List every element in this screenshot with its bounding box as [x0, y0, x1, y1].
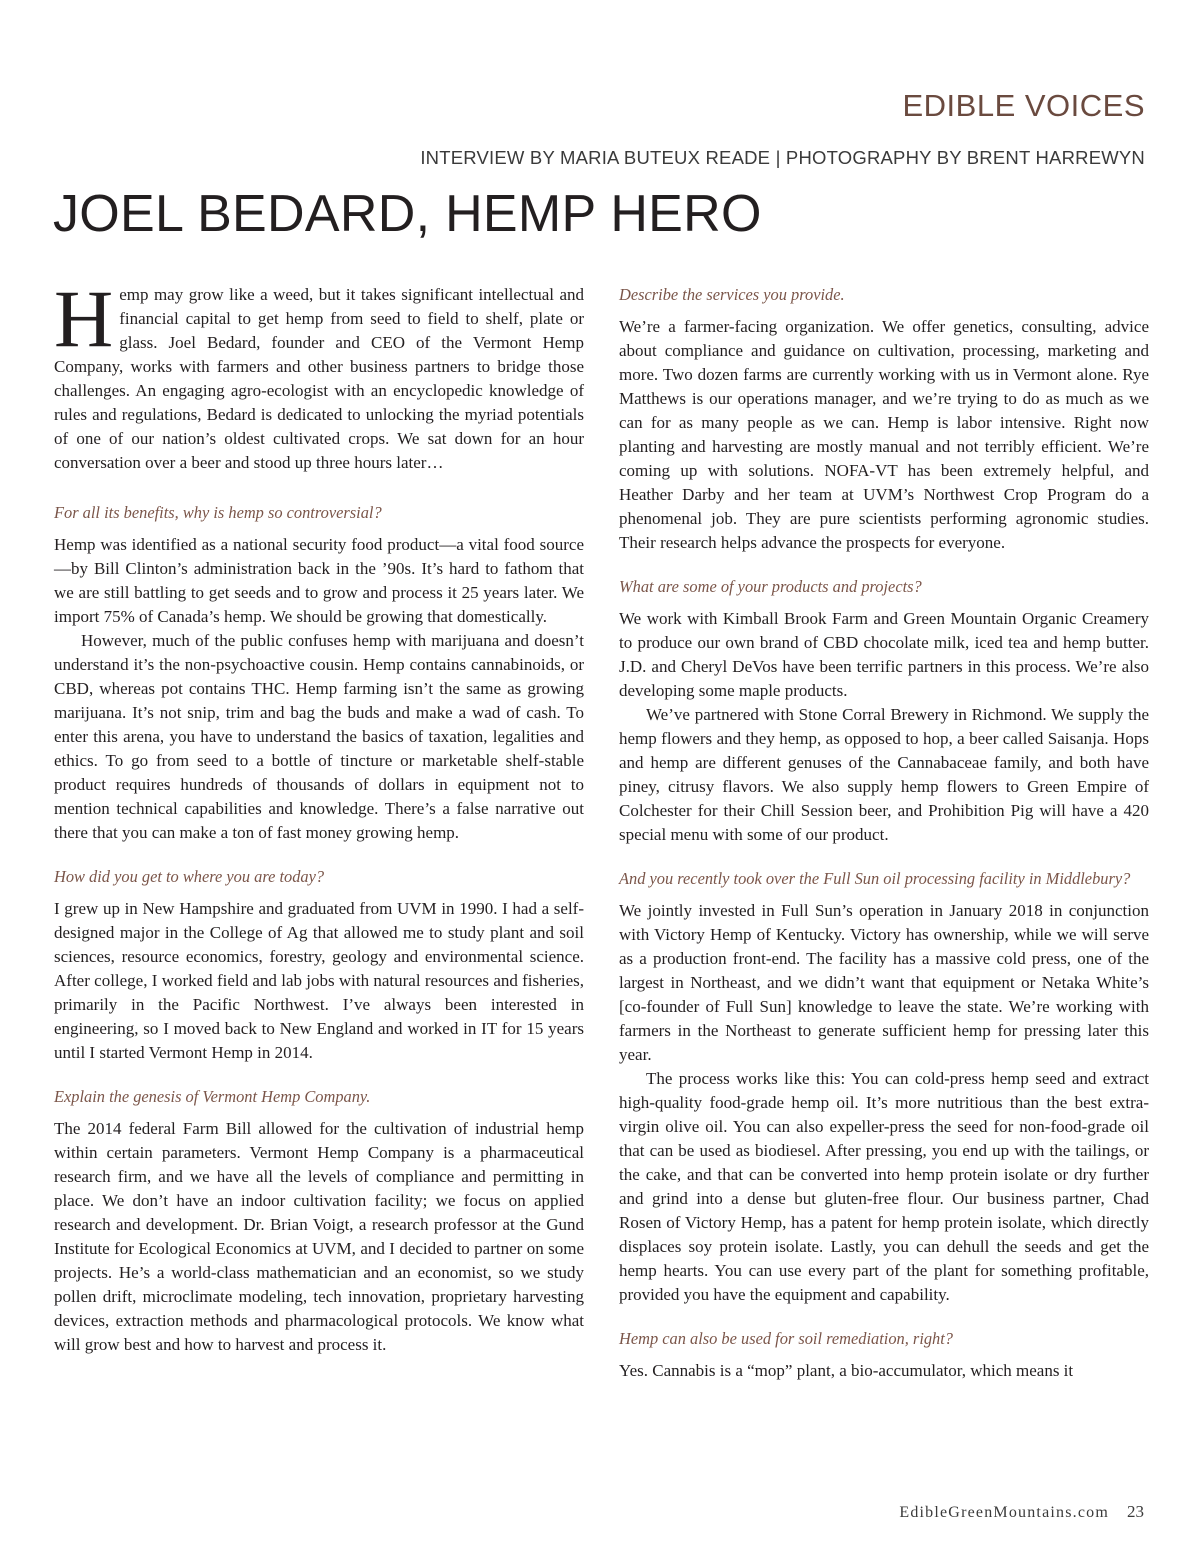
intro-text: emp may grow like a weed, but it takes significant intellectual and financial capital to get hemp from seed to field to shelf, plate or glass. Joel Bedard, founder and CEO of the Vermont Hemp Company, works with farmers and other business partners to bridge those challenges. An engaging agro-ecologist with an encyclopedic knowledge of rules and regulations, Bedard is dedicated to unlocking the myriad potentials of one of our nation’s oldest cultivated crops. We sat down for an hour conversation over a beer and stood up three hours later…	[54, 285, 584, 472]
answer-paragraph: However, much of the public confuses hemp with marijuana and doesn’t understand it’s the non-psychoactive cousin. Hemp contains cannabinoids, or CBD, whereas pot contains THC. Hemp farming isn’t the same as growing marijuana. It’s not snip, trim and bag the buds and make a wad of cash. To enter this arena, you have to understand the basics of taxation, legalities and ethics. To go from seed to a bottle of tincture or marketable shelf-stable product requires hundreds of thousands of dollars in equipment not to mention technical capabilities and knowledge. There’s a false narrative out there that you can make a ton of fast money growing hemp.	[54, 631, 584, 842]
article-title: JOEL BEDARD, HEMP HERO	[53, 185, 762, 243]
answer-paragraph: Hemp was identified as a national security food product—a vital food source—by Bill Clinton’s administration back in the ’90s. It’s hard to fathom that we are still battling to get seeds and to grow and process it 25 years later. We import 75% of Canada’s hemp. We should be growing that domestically.	[54, 535, 584, 626]
question: Hemp can also be used for soil remediation, right?	[619, 1329, 954, 1348]
left-column	[54, 273, 584, 1357]
question: How did you get to where you are today?	[54, 867, 325, 886]
answer-paragraph: The 2014 federal Farm Bill allowed for the cultivation of industrial hemp within certain parameters. Vermont Hemp Company is a pharmaceutical research firm, and we have all the levels of compliance and permitting in place. We don’t have an indoor cultivation facility; we focus on applied research and development. Dr. Brian Voigt, a research professor at the Gund Institute for Ecological Economics at UVM, and I decided to partner on some projects. He’s a world-class mathematician and an economist, so we study pollen drift, microclimate modeling, tech innovation, proprietary harvesting devices, extraction methods and pharmacological protocols. We know what will grow best and how to harvest and process it.	[54, 1119, 584, 1354]
answer-paragraph: The process works like this: You can cold-press hemp seed and extract high-quality food-grade hemp oil. It’s more nutritious than the best extra-virgin olive oil. You can also expeller-press the seed for non-food-grade oil that can be used as biodiesel. After pressing, you end up with the tailings, or the cake, and that can be converted into hemp protein isolate or dry further and grind into a dense but gluten-free flour. Our business partner, Chad Rosen of Victory Hemp, has a patent for hemp protein isolate, which directly displaces soy protein isolate. Lastly, you can dehull the seeds and get the hemp hearts. You can use every part of the plant for something profitable, provided you have the equipment and capability.	[619, 1069, 1149, 1304]
answer-paragraph: We’ve partnered with Stone Corral Brewery in Richmond. We supply the hemp flowers and they hemp, as opposed to hop, a beer called Saisanja. Hops and hemp are different genuses of the Cannabaceae family, and both have piney, citrusy flavors. We also supply hemp flowers to Green Empire of Colchester for their Chill Session beer, and Prohibition Pig will have a 420 special menu with some of our product.	[619, 705, 1149, 844]
section-label: EDIBLE VOICES	[902, 88, 1145, 123]
byline-credits: INTERVIEW BY MARIA BUTEUX READE | PHOTOGRAPHY BY BRENT HARREWYN	[420, 147, 1145, 168]
answer-paragraph: Yes. Cannabis is a “mop” plant, a bio-accumulator, which means it	[619, 1361, 1074, 1380]
answer-paragraph: We’re a farmer-facing organization. We offer genetics, consulting, advice about compliance and guidance on cultivation, processing, marketing and more. Two dozen farms are currently working with us in Vermont alone. Rye Matthews is our operations manager, and we’re trying to do as much as we can for as many people as we can. Hemp is labor intensive. Right now planting and harvesting are mostly manual and not terribly efficient. We’re coming up with solutions. NOFA-VT has been extremely helpful, and Heather Darby and her team at UVM’s Northwest Crop Program do a phenomenal job. They are pure scientists performing agronomic studies. Their research helps advance the prospects for everyone.	[619, 317, 1149, 552]
question: What are some of your products and projects?	[619, 577, 922, 596]
answer-paragraph: We work with Kimball Brook Farm and Green Mountain Organic Creamery to produce our own brand of CBD chocolate milk, iced tea and hemp butter. J.D. and Cheryl DeVos have been terrific partners in this process. We’re also developing some maple products.	[619, 609, 1149, 700]
question: For all its benefits, why is hemp so controversial?	[54, 503, 382, 522]
question: Explain the genesis of Vermont Hemp Company.	[54, 1087, 371, 1106]
answer-paragraph: I grew up in New Hampshire and graduated from UVM in 1990. I had a self-designed major in the College of Ag that allowed me to study plant and soil sciences, resource economics, forestry, geology and environmental science. After college, I worked field and lab jobs with natural resources and fisheries, primarily in the Pacific Northwest. I’ve always been interested in engineering, so I moved back to New England and worked in IT for 15 years until I started Vermont Hemp in 2014.	[54, 899, 584, 1062]
answer-paragraph: We jointly invested in Full Sun’s operation in January 2018 in conjunction with Victory Hemp of Kentucky. Victory has ownership, while we will serve as a production front-end. The facility has a massive cold press, one of the largest in Northeast, and we didn’t want that equipment or Netaka White’s [co-founder of Full Sun] knowledge to leave the state. We’re working with farmers in the Northeast to generate sufficient hemp for pressing later this year.	[619, 901, 1149, 1064]
page-number: 23	[1127, 1502, 1144, 1521]
page-footer	[899, 1502, 1144, 1522]
website-link[interactable]: EdibleGreenMountains.com	[899, 1504, 1109, 1521]
drop-cap: H	[54, 273, 114, 364]
question: Describe the services you provide.	[619, 285, 845, 304]
question: And you recently took over the Full Sun oil processing facility in Middlebury?	[619, 869, 1131, 888]
right-column	[619, 283, 1149, 1383]
intro-paragraph	[54, 273, 584, 475]
